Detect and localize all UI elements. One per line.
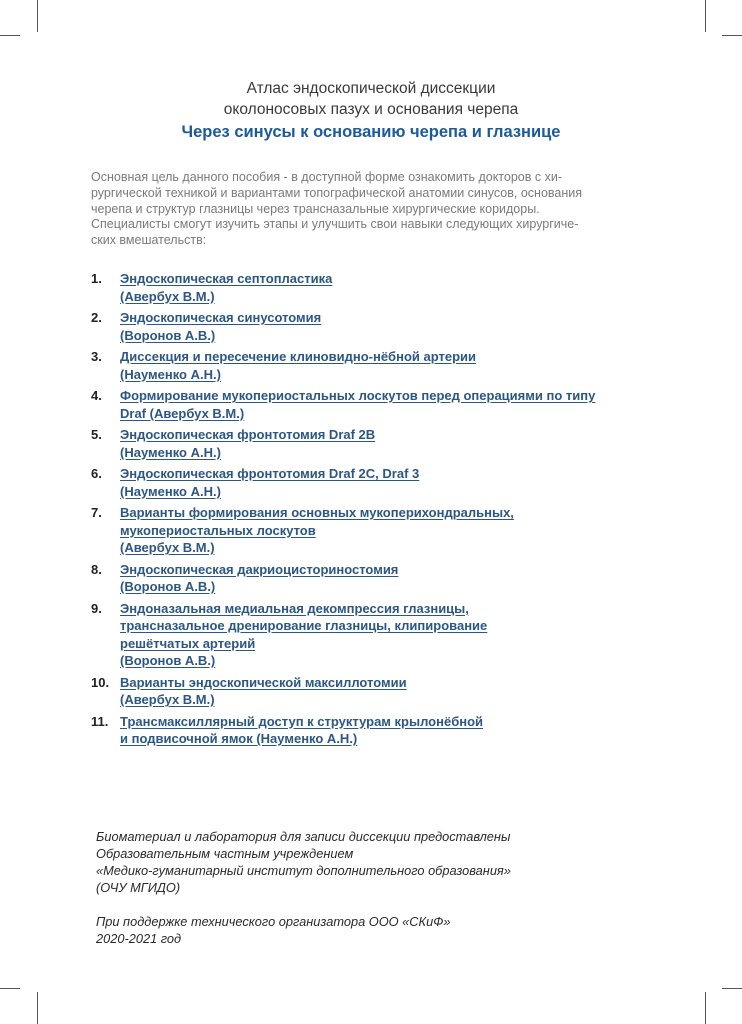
toc-item-number: 3. <box>91 349 102 364</box>
toc-item-number: 8. <box>91 561 102 577</box>
toc-link[interactable]: Эндоскопическая фронтотомия Draf 2B <box>120 427 376 442</box>
toc-item-line <box>120 366 671 384</box>
toc-link[interactable]: мукопериостальных лоскутов <box>120 522 316 538</box>
toc-item-line <box>120 465 671 483</box>
toc-link[interactable]: Эндоскопическая септопластика <box>120 271 333 286</box>
toc-item-line <box>120 483 671 501</box>
footer-line: 2020-2021 год <box>96 931 182 946</box>
toc-link[interactable]: Варианты формирования основных мукоперихондральных, <box>120 505 514 520</box>
toc-link[interactable]: (Авербух В.М.) <box>120 540 215 555</box>
toc-item-line <box>120 504 671 522</box>
crop-mark-top-right <box>705 0 706 32</box>
toc-link[interactable]: Эндоскопическая фронтотомия Draf 2C, Draf 3 <box>120 466 420 481</box>
intro-line: рургической техникой и вариантами топографической анатомии синусов, основания <box>91 185 582 200</box>
toc-item-line <box>120 652 671 670</box>
toc-link[interactable]: Эндоназальная медиальная декомпрессия глазницы, <box>120 600 469 616</box>
toc-item-line <box>120 730 671 748</box>
intro-paragraph <box>91 170 657 249</box>
toc-item-line <box>120 426 671 444</box>
toc-link[interactable]: Эндоскопическая синусотомия <box>120 310 322 325</box>
toc-link[interactable]: (Авербух В.М.) <box>120 692 215 707</box>
crop-mark-bottom-left <box>37 992 38 1024</box>
toc-item-line <box>120 561 671 579</box>
footer-line: Биоматериал и лаборатория для записи диссекции предоставлены <box>96 829 511 844</box>
toc-item <box>91 504 671 557</box>
toc-item-line <box>120 713 671 731</box>
toc-item <box>91 387 671 422</box>
toc-item-line <box>120 270 671 288</box>
footer-line: (ОЧУ МГИДО) <box>96 880 181 895</box>
crop-mark-bottom-right-h <box>722 988 742 989</box>
crop-mark-bottom-left-h <box>0 988 20 989</box>
toc-item <box>91 465 671 500</box>
toc-item-number: 11. <box>91 713 109 729</box>
toc-link[interactable]: трансназальное дренирование глазницы, клипирование <box>120 618 488 633</box>
crop-mark-top-left <box>37 0 38 32</box>
toc-link[interactable]: Варианты эндоскопической максиллотомии <box>120 674 407 690</box>
toc-item <box>91 561 671 596</box>
footer-line: «Медико-гуманитарный институт дополнительного образования» <box>96 863 511 878</box>
table-of-contents <box>91 270 671 752</box>
toc-item-line <box>120 617 671 635</box>
title-line-1: Атлас эндоскопической диссекции <box>246 80 496 97</box>
toc-link[interactable]: (Воронов А.В.) <box>120 327 216 343</box>
footer-credits <box>96 828 656 947</box>
crop-mark-bottom-right <box>705 992 706 1024</box>
title-line-2: околоносовых пазух и основания черепа <box>223 101 519 118</box>
toc-link[interactable]: (Воронов А.В.) <box>120 653 216 668</box>
toc-item-line <box>120 635 671 653</box>
toc-item-line <box>120 387 671 405</box>
toc-item-line <box>120 578 671 596</box>
toc-link[interactable]: и подвисочной ямок (Науменко А.Н.) <box>120 731 358 746</box>
toc-item-line <box>120 539 671 557</box>
crop-mark-top-right-h <box>722 35 742 36</box>
toc-link[interactable]: Эндоскопическая дакриоцисториностомия <box>120 561 399 577</box>
toc-link[interactable]: (Науменко А.Н.) <box>120 366 221 382</box>
toc-item-number: 7. <box>91 505 102 520</box>
toc-link[interactable]: (Авербух В.М.) <box>120 288 215 304</box>
toc-item-line <box>120 444 671 462</box>
toc-item <box>91 270 671 305</box>
toc-item-line <box>120 691 671 709</box>
toc-item-number: 2. <box>91 310 102 325</box>
toc-link[interactable]: (Науменко А.Н.) <box>120 483 221 499</box>
toc-item-number: 5. <box>91 427 102 442</box>
footer-line: При поддержке технического организатора ООО «СКиФ» <box>96 914 451 929</box>
toc-item <box>91 713 671 748</box>
page-subtitle: Через синусы к основанию черепа и глазнице <box>181 123 561 141</box>
toc-link[interactable]: Формирование мукопериостальных лоскутов перед операциями по типу <box>120 388 596 403</box>
toc-item-number: 9. <box>91 600 102 616</box>
toc-item-line <box>120 309 671 327</box>
intro-line: ских вмешательств: <box>91 233 207 248</box>
intro-line: Специалисты смогут изучить этапы и улучшить свои навыки следующих хирургиче- <box>91 217 579 232</box>
toc-item-line <box>120 348 671 366</box>
crop-mark-top-left-h <box>0 35 20 36</box>
toc-item <box>91 348 671 383</box>
toc-link[interactable]: Диссекция и пересечение клиновидно-нёбной артерии <box>120 349 477 364</box>
toc-link[interactable]: Трансмаксиллярный доступ к структурам крылонёбной <box>120 713 484 729</box>
page-title-block <box>0 78 742 143</box>
toc-item <box>91 309 671 344</box>
toc-item <box>91 426 671 461</box>
toc-item-number: 6. <box>91 466 102 481</box>
toc-item-line <box>120 600 671 618</box>
intro-line: черепа и структур глазницы через трансназальные хирургические коридоры. <box>91 201 540 216</box>
footer-line: Образовательным частным учреждением <box>96 846 354 861</box>
toc-item-line <box>120 405 671 423</box>
toc-link[interactable]: (Науменко А.Н.) <box>120 444 221 460</box>
toc-item-number: 1. <box>91 271 102 286</box>
toc-link[interactable]: решётчатых артерий <box>120 635 256 651</box>
toc-item-number: 10. <box>91 674 110 690</box>
toc-item-line <box>120 674 671 692</box>
toc-item <box>91 674 671 709</box>
toc-item-line <box>120 327 671 345</box>
toc-item-line <box>120 522 671 540</box>
toc-link[interactable]: (Воронов А.В.) <box>120 579 216 594</box>
toc-item <box>91 600 671 670</box>
toc-item-number: 4. <box>91 388 102 403</box>
toc-item-line <box>120 288 671 306</box>
toc-link[interactable]: Draf (Авербух В.М.) <box>120 405 245 421</box>
intro-line: Основная цель данного пособия - в доступной форме ознакомить докторов с хи- <box>91 170 562 184</box>
